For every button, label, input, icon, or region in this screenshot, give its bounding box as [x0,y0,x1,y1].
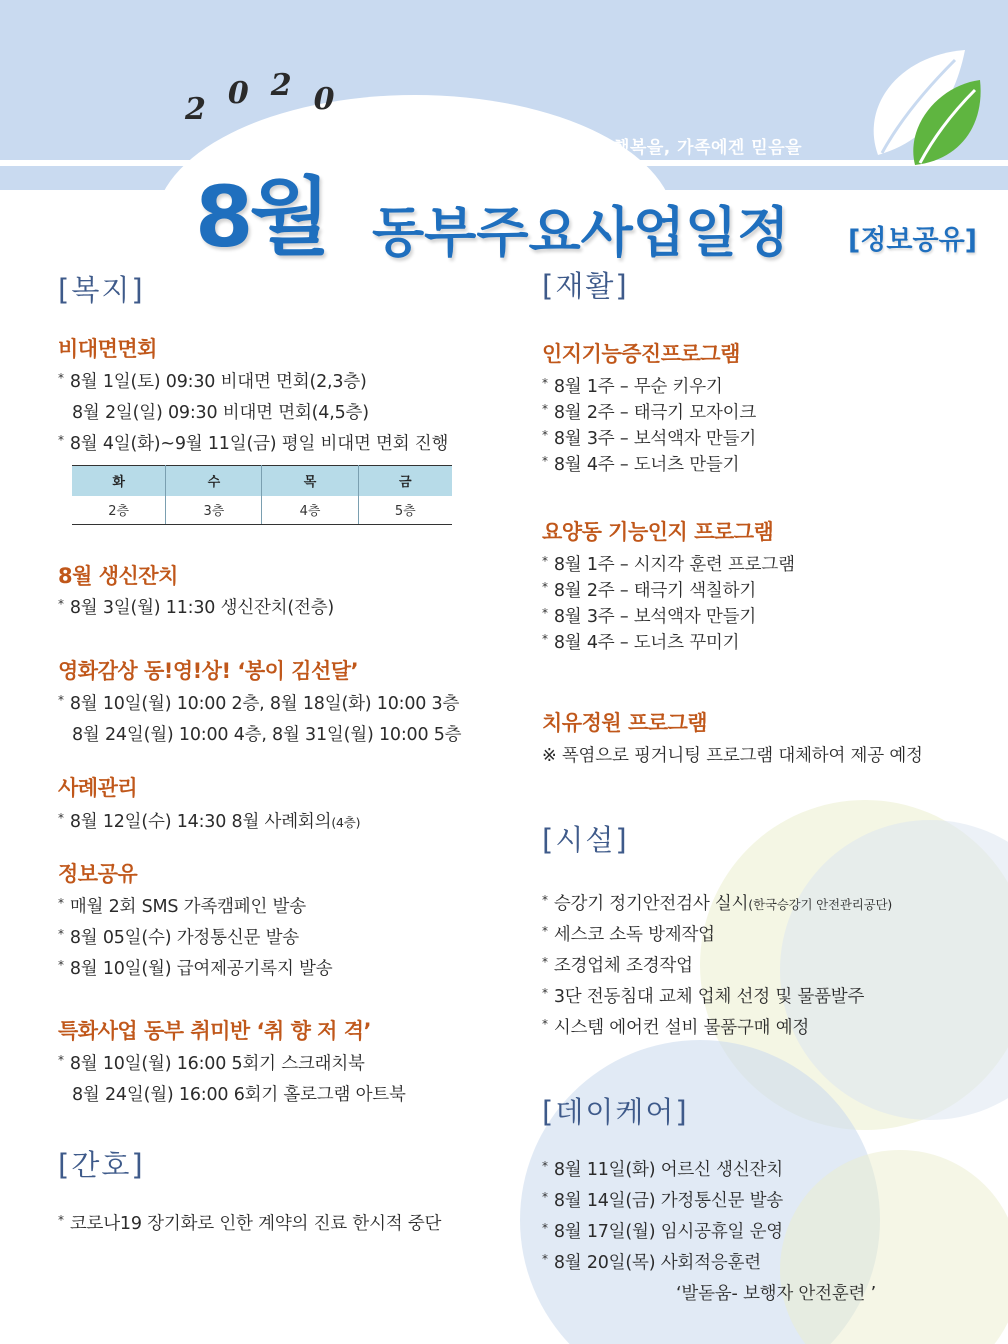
slogan: 어르신에겐 행복을, 가족에겐 믿음을 [522,138,803,158]
page-title: 동부주요사업일정 [372,201,790,264]
bullet-icon: * [542,606,548,620]
table-header: 금 [358,466,452,496]
list-item: * 매월 2회 SMS 가족캠페인 발송 [58,896,306,917]
subheading-visit: 비대면면회 [58,337,157,361]
bullet-icon: * [542,1252,548,1266]
table-cell: 4층 [262,496,358,525]
list-item: * 8월 05일(수) 가정통신문 발송 [58,927,300,948]
section-heading-daycare: [데이케어] [542,1095,689,1129]
bullet-icon: * [542,428,548,442]
year-label [185,68,357,127]
title-tag: [정보공유] [848,225,978,256]
list-item: * 8월 3일(월) 11:30 생신잔치(전층) [58,597,335,618]
list-item: * 8월 14일(금) 가정통신문 발송 [542,1190,784,1211]
list-item: * 8월 10일(월) 급여제공기록지 발송 [58,958,333,979]
list-item: * 8월 1일(토) 09:30 비대면 면회(2,3층) [58,371,367,392]
bullet-icon: * [542,1159,548,1173]
list-item: * 8월 4일(화)~9월 11일(금) 평일 비대면 면회 진행 [58,433,449,454]
subheading-case: 사례관리 [58,776,138,800]
bullet-icon: * [58,371,64,385]
list-item: * 8월 10일(월) 10:00 2층, 8월 18일(화) 10:00 3층 [58,693,460,714]
list-item: 8월 2일(일) 09:30 비대면 면회(4,5층) [72,403,369,423]
bullet-icon: * [542,402,548,416]
list-item: * 8월 2주 – 태극기 모자이크 [542,402,757,423]
list-item: * 시스템 에어컨 설비 물품구매 예정 [542,1017,810,1038]
title-month: 8월 [195,168,327,266]
list-item: 8월 24일(월) 16:00 6회기 홀로그램 아트북 [72,1085,406,1105]
bullet-icon: * [58,1213,64,1227]
subheading-movie: 영화감상 동!영!상! ‘봉이 김선달’ [58,659,359,683]
list-item: * 승강기 정기안전검사 실시(한국승강기 안전관리공단) [542,893,893,914]
bullet-icon: * [542,1017,548,1031]
list-item-note: ‘발돋움- 보행자 안전훈련 ’ [676,1284,876,1304]
table-header: 목 [262,466,358,496]
floor-schedule-table [72,465,452,525]
bullet-icon: * [58,1053,64,1067]
bullet-icon: * [542,454,548,468]
bullet-icon: * [58,811,64,825]
list-item: 8월 24일(월) 10:00 4층, 8월 31일(월) 10:00 5층 [72,725,462,745]
subheading-garden: 치유정원 프로그램 [542,711,708,735]
bullet-icon: * [58,597,64,611]
list-item: * 8월 1주 – 시지각 훈련 프로그램 [542,554,795,575]
bullet-icon: * [542,1221,548,1235]
list-item: * 8월 2주 – 태극기 색칠하기 [542,580,757,601]
year-digit: 0 [313,82,335,117]
table-header: 화 [72,466,166,496]
bullet-icon: * [58,958,64,972]
bullet-icon: * [58,433,64,447]
table-cell: 3층 [166,496,262,525]
leaf-logo-icon [860,45,1000,175]
bullet-icon: * [542,924,548,938]
table-header: 수 [166,466,262,496]
list-item: * 8월 11일(화) 어르신 생신잔치 [542,1159,784,1180]
list-item: * 3단 전동침대 교체 업체 선정 및 물품발주 [542,986,865,1007]
list-item: * 8월 10일(월) 16:00 5회기 스크래치북 [58,1053,365,1074]
bullet-icon: * [542,580,548,594]
list-item: * 세스코 소독 방제작업 [542,924,715,945]
section-heading-rehab: [재활] [542,269,629,303]
list-item: * 8월 20일(목) 사회적응훈련 [542,1252,761,1273]
section-heading-nursing: [간호] [58,1148,145,1182]
bullet-icon: * [58,693,64,707]
list-item: * 8월 4주 – 도너츠 만들기 [542,454,740,475]
header-stripe [0,160,1008,166]
year-digit: 2 [185,92,206,127]
section-heading-welfare: [복지] [58,273,145,307]
bullet-icon: * [542,986,548,1000]
list-item: * 8월 17일(월) 임시공휴일 운영 [542,1221,784,1242]
bullet-icon: * [58,896,64,910]
subheading-care-unit: 요양동 기능인지 프로그램 [542,520,774,544]
list-item: * 8월 1주 – 무순 키우기 [542,376,723,397]
bullet-icon: * [542,1190,548,1204]
subheading-cognitive: 인지기능증진프로그램 [542,342,740,366]
bullet-icon: * [542,376,548,390]
bullet-icon: * [542,893,548,907]
list-item: * 8월 3주 – 보석액자 만들기 [542,606,757,627]
list-item: * 8월 12일(수) 14:30 8월 사례회의(4층) [58,811,361,832]
list-item: ※ 폭염으로 핑거니팅 프로그램 대체하여 제공 예정 [542,746,923,766]
list-item: * 8월 4주 – 도너츠 꾸미기 [542,632,740,653]
bullet-icon: * [58,927,64,941]
table-cell: 5층 [358,496,452,525]
list-item: * 코로나19 장기화로 인한 계약의 진료 한시적 중단 [58,1213,442,1234]
bullet-icon: * [542,955,548,969]
year-digit: 0 [227,76,249,111]
subheading-hobby: 특화사업 동부 취미반 ‘취 향 저 격’ [58,1019,372,1043]
list-item: * 조경업체 조경작업 [542,955,693,976]
bullet-icon: * [542,632,548,646]
year-digit: 2 [270,68,292,103]
list-item: * 8월 3주 – 보석액자 만들기 [542,428,757,449]
table-cell: 2층 [72,496,166,525]
subheading-birthday: 8월 생신잔치 [58,564,178,588]
bullet-icon: * [542,554,548,568]
subheading-info: 정보공유 [58,862,138,886]
section-heading-facility: [시설] [542,823,629,857]
